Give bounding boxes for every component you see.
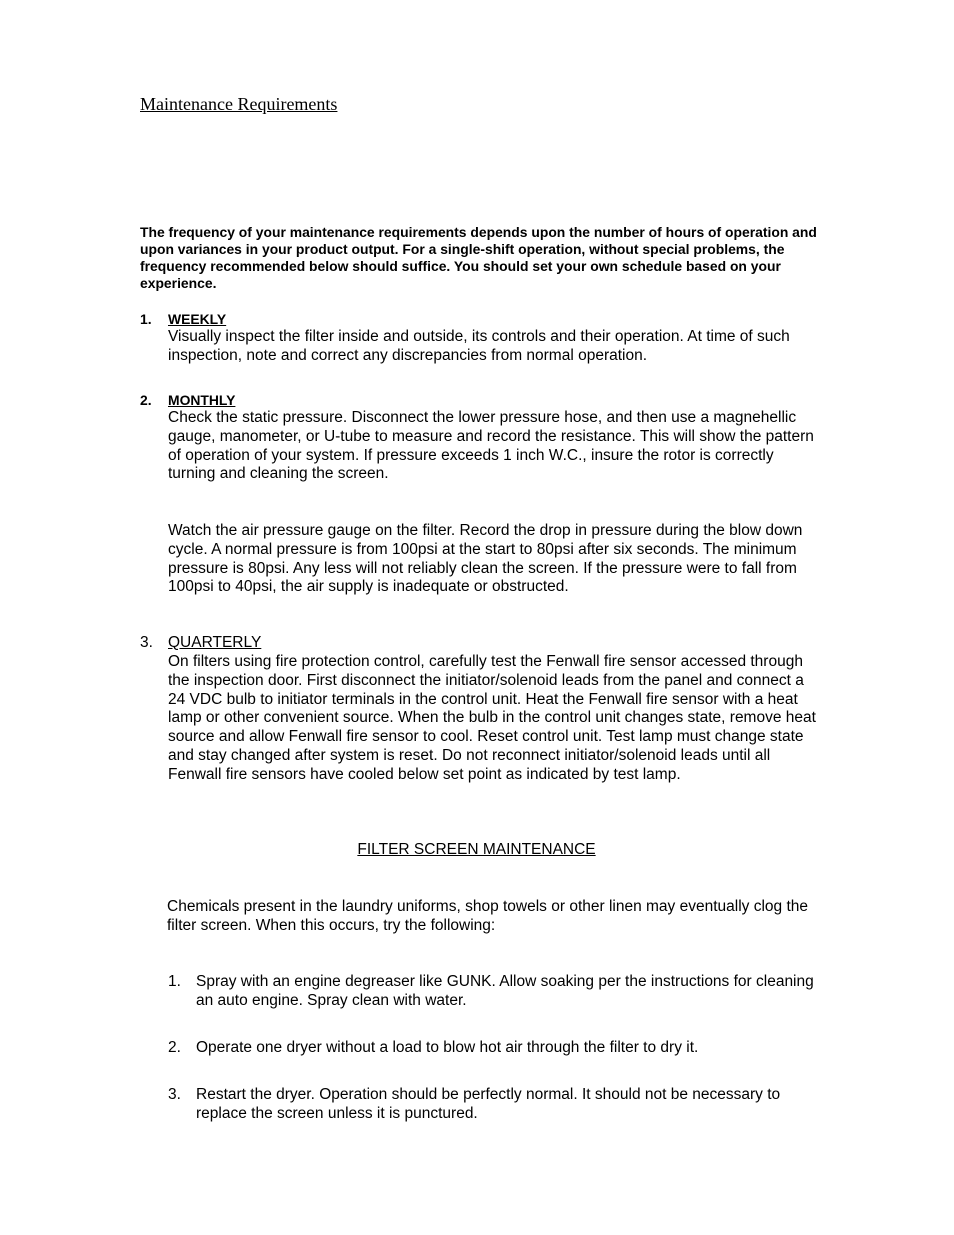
intro-paragraph: The frequency of your maintenance requirements depends upon the number of hours of operation and upon variances in your product output. For a single-shift operation, without special problems, the frequency recommended below should suffice. You should set your own schedule based on your experience. [140,224,817,291]
page-title: Maintenance Requirements [140,94,338,114]
filter-screen-intro: Chemicals present in the laundry uniforms, shop towels or other linen may eventually clog the filter screen. When this occurs, try the following: [167,898,808,934]
filter-step-2-text: Operate one dryer without a load to blow hot air through the filter to dry it. [196,1039,699,1056]
section-weekly-heading: WEEKLY [168,311,227,327]
section-quarterly-text: On filters using fire protection control, carefully test the Fenwall fire sensor accessed through the inspection door. First disconnect the initiator/solenoid leads from the panel and connect a 24 VDC bulb to initiator terminals in the control unit. Heat the Fenwall fire sensor with a heat lamp or other convenient source. When the bulb in the control unit changes state, remove heat source and allow Fenwall fire sensor to cool. Reset control unit. Test lamp must change state and stay changed after system is reset. Do not reconnect initiator/solenoid leads until all Fenwall fire sensors have cooled below set point as indicated by test lamp. [168,653,816,783]
section-quarterly-heading: QUARTERLY [168,634,262,651]
filter-step-3-text: Restart the dryer. Operation should be perfectly normal. It should not be necessary to replace the screen unless it is punctured. [196,1086,781,1122]
filter-step-3-number: 3. [168,1086,181,1103]
filter-step-1-number: 1. [168,973,181,990]
filter-screen-heading: FILTER SCREEN MAINTENANCE [357,841,596,858]
section-weekly-number: 1. [140,311,152,327]
section-quarterly-number: 3. [140,634,153,651]
section-weekly-text: Visually inspect the filter inside and outside, its controls and their operation. At time of such inspection, note and correct any discrepancies from normal operation. [168,328,790,364]
filter-step-2-number: 2. [168,1039,181,1056]
section-monthly-text-2: Watch the air pressure gauge on the filter. Record the drop in pressure during the blow down cycle. A normal pressure is from 100psi at the start to 80psi after six seconds. The minimum pressure is 80psi. Any less will not reliably clean the screen. If the pressure were to fall from 100psi to 40psi, the air supply is inadequate or obstructed. [168,522,803,596]
filter-step-1-text: Spray with an engine degreaser like GUNK. Allow soaking per the instructions for cleaning an auto engine. Spray clean with water. [196,973,814,1009]
section-monthly-number: 2. [140,392,152,408]
section-monthly-text-1: Check the static pressure. Disconnect the lower pressure hose, and then use a magnehellic gauge, manometer, or U-tube to measure and record the resistance. This will show the pattern of operation of your system. If pressure exceeds 1 inch W.C., insure the rotor is correctly turning and cleaning the screen. [168,409,814,483]
section-monthly-heading: MONTHLY [168,392,236,408]
